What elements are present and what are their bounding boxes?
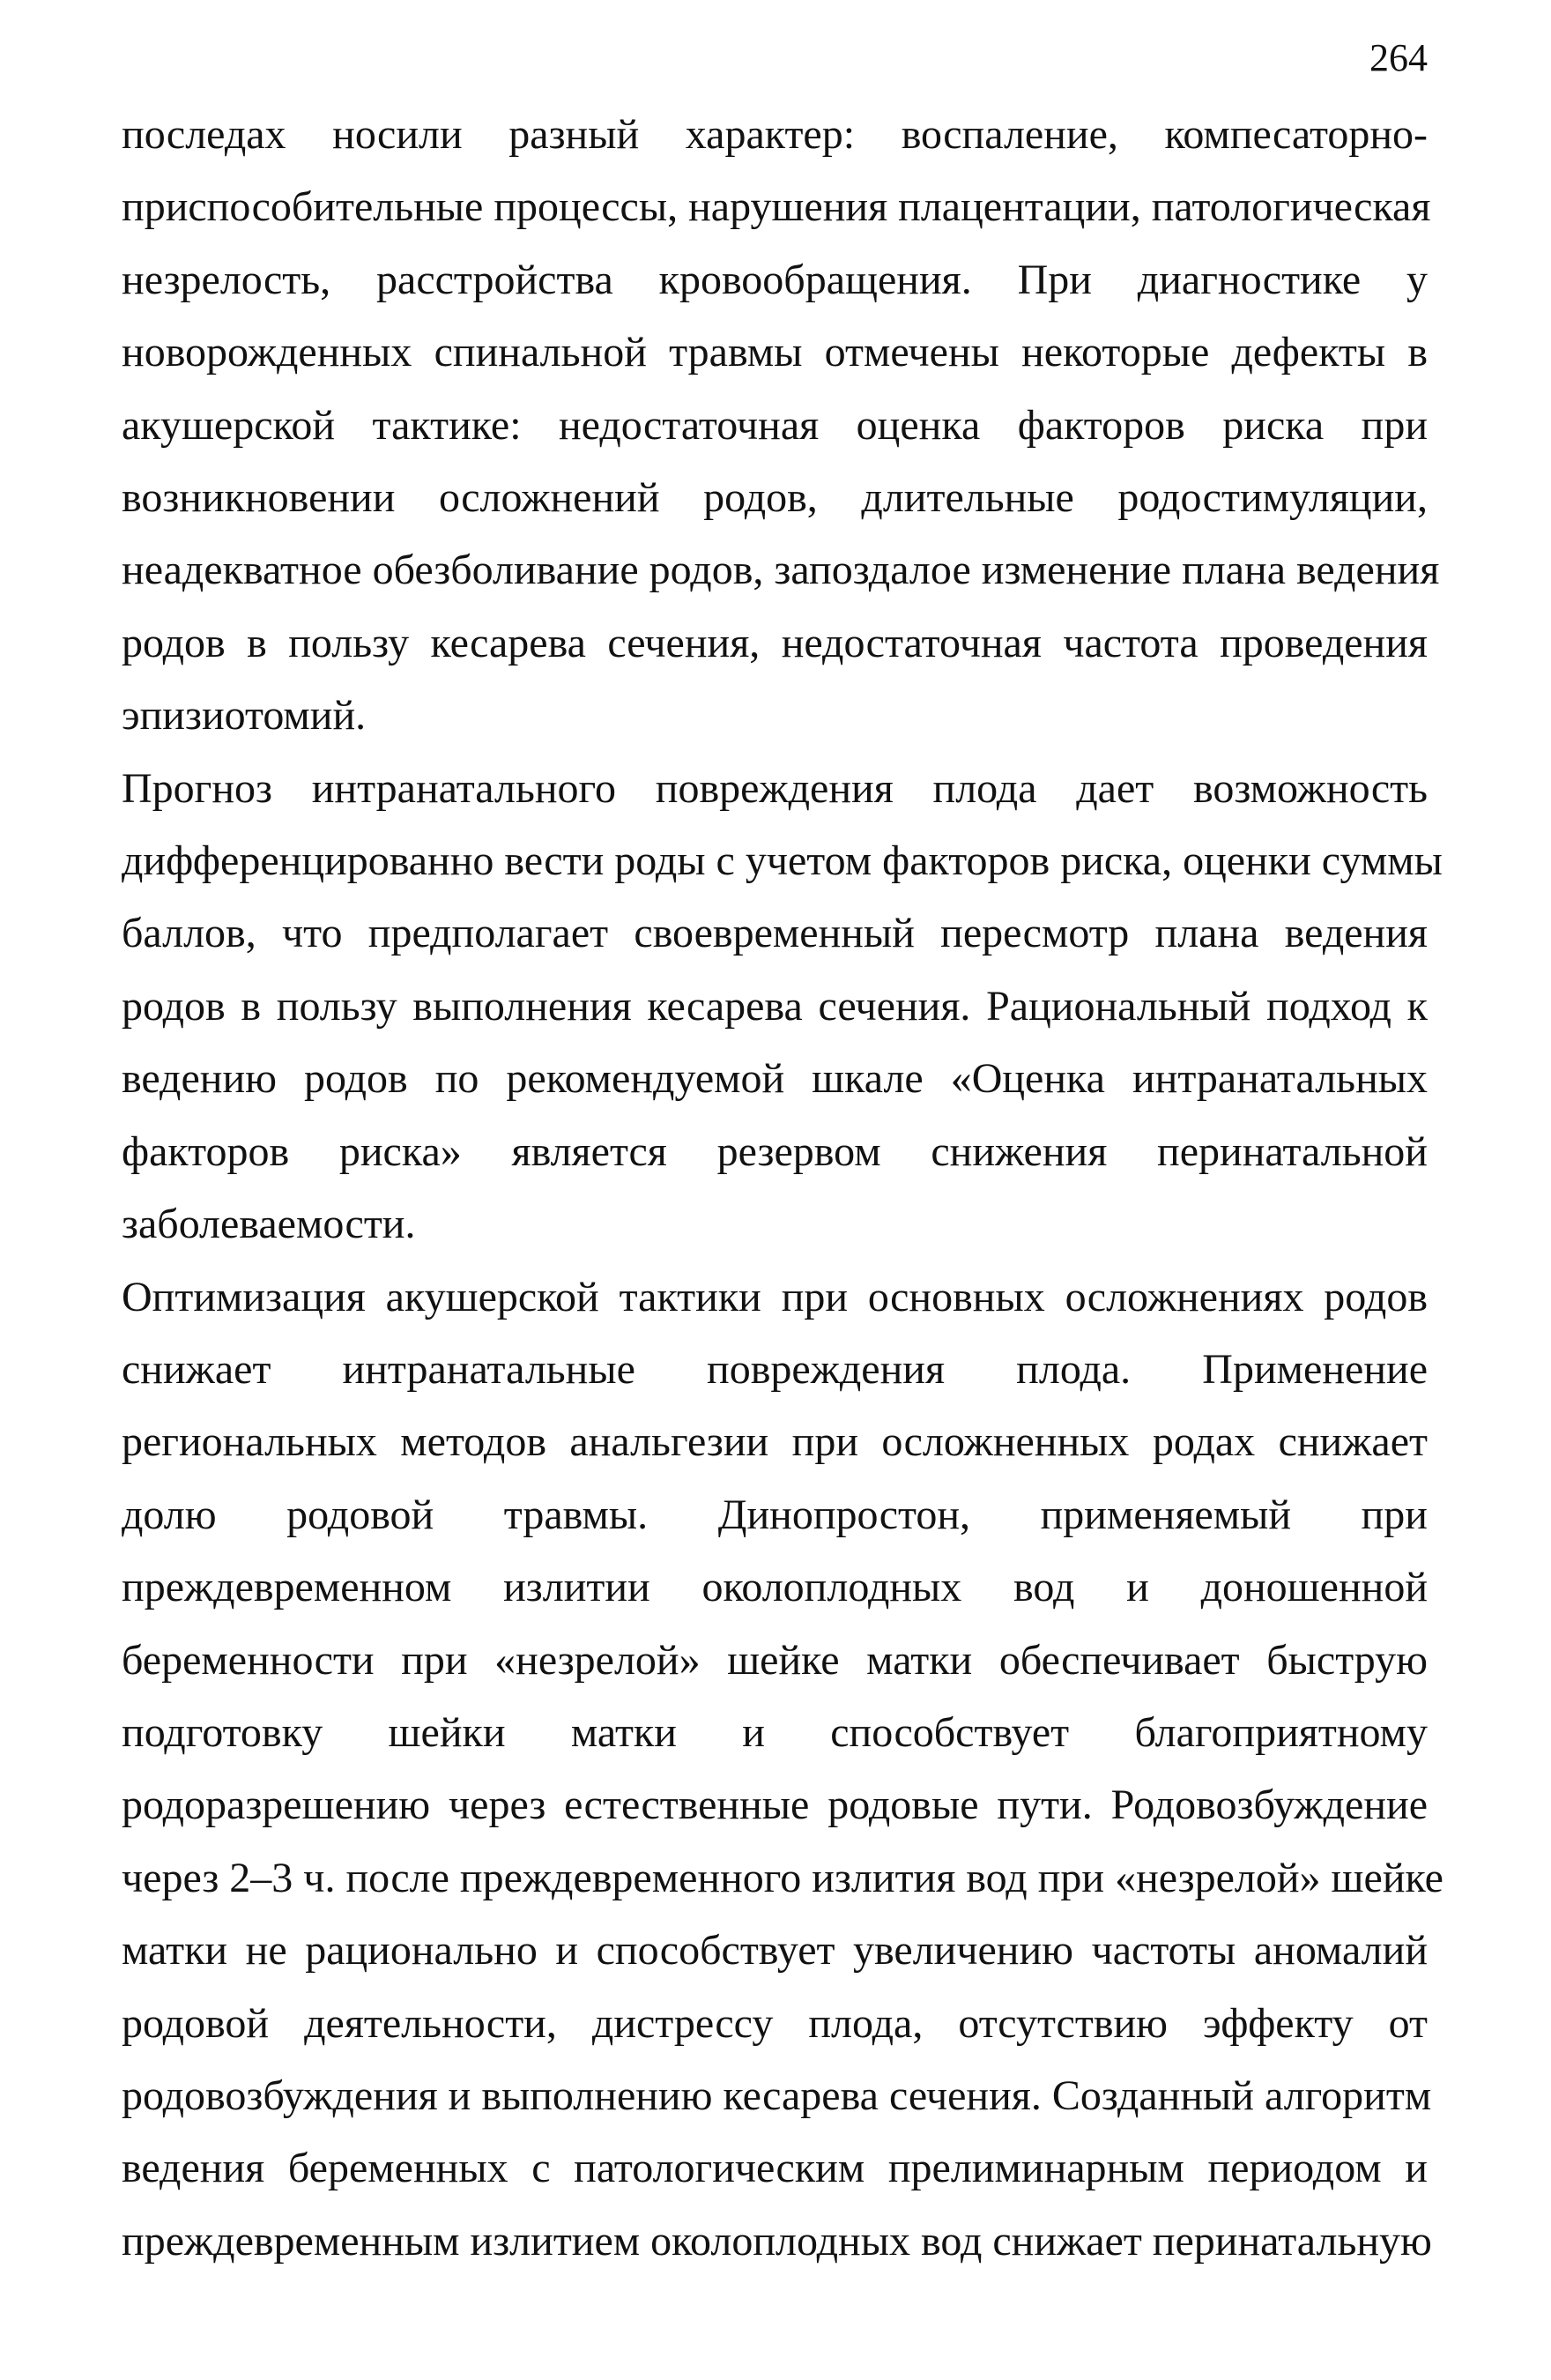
paragraph-3 xyxy=(122,1261,1443,2279)
text-line: родоразрешению через естественные родовые пути. Родовозбуждение xyxy=(122,1781,1428,1829)
text-line: последах носили разный характер: воспаление, компесаторно- xyxy=(122,111,1428,158)
paragraph-2 xyxy=(122,753,1443,1261)
body-text xyxy=(122,99,1443,2278)
text-line: ведения беременных с патологическим прелиминарным периодом и xyxy=(122,2145,1428,2192)
text-line: дифференцированно вести роды с учетом факторов риска, оценки суммы xyxy=(122,837,1443,885)
text-line: региональных методов анальгезии при осложненных родах снижает xyxy=(122,1418,1428,1466)
text-line: Оптимизация акушерской тактики при основных осложнениях родов xyxy=(122,1273,1428,1320)
text-line: снижает интранатальные повреждения плода. Применение xyxy=(122,1345,1428,1393)
text-line: родов в пользу выполнения кесарева сечения. Рациональный подход к xyxy=(122,982,1428,1030)
text-line: долю родовой травмы. Динопростон, применяемый при xyxy=(122,1491,1428,1538)
text-line: баллов, что предполагает своевременный пересмотр плана ведения xyxy=(122,910,1428,957)
text-line: акушерской тактике: недостаточная оценка факторов риска при xyxy=(122,401,1428,449)
text-line: родовозбуждения и выполнению кесарева сечения. Созданный алгоритм xyxy=(122,2071,1432,2119)
text-line: Прогноз интранатального повреждения плода дает возможность xyxy=(122,764,1428,812)
text-line: беременности при «незрелой» шейке матки обеспечивает быструю xyxy=(122,1636,1428,1684)
page-number: 264 xyxy=(1369,36,1428,79)
text-line: через 2–3 ч. после преждевременного излития вод при «незрелой» шейке xyxy=(122,1854,1443,1901)
text-line: преждевременным излитием околоплодных вод снижает перинатальную xyxy=(122,2217,1432,2265)
text-line: матки не рационально и способствует увеличению частоты аномалий xyxy=(122,1927,1428,1975)
text-line: ведению родов по рекомендуемой шкале «Оценка интранатальных xyxy=(122,1055,1428,1103)
paragraph-1 xyxy=(122,99,1440,753)
text-line: приспособительные процессы, нарушения плацентации, патологическая xyxy=(122,183,1431,231)
text-line: заболеваемости. xyxy=(122,1201,416,1248)
text-line: факторов риска» является резервом снижения перинатальной xyxy=(122,1127,1428,1175)
text-line: неадекватное обезболивание родов, запоздалое изменение плана ведения xyxy=(122,547,1440,594)
text-line: новорожденных спинальной травмы отмечены некоторые дефекты в xyxy=(122,329,1428,376)
text-line: родовой деятельности, дистрессу плода, отсутствию эффекту от xyxy=(122,1999,1428,2047)
text-line: незрелость, расстройства кровообращения. При диагностике у xyxy=(122,256,1428,303)
text-line: преждевременном излитии околоплодных вод и доношенной xyxy=(122,1564,1428,1611)
text-line: подготовку шейки матки и способствует благоприятному xyxy=(122,1708,1428,1756)
text-line: эпизиотомий. xyxy=(122,692,367,740)
text-line: возникновении осложнений родов, длительные родостимуляции, xyxy=(122,474,1428,522)
text-line: родов в пользу кесарева сечения, недостаточная частота проведения xyxy=(122,619,1428,666)
